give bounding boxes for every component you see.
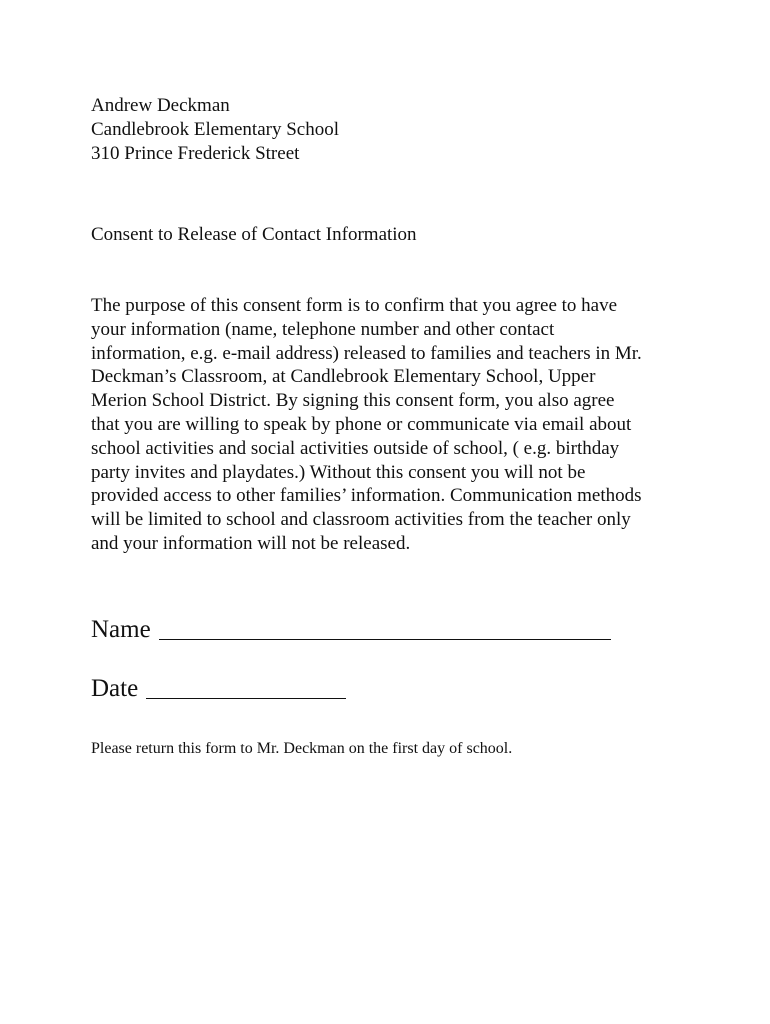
name-signature-line[interactable] xyxy=(159,617,611,640)
name-field-row xyxy=(91,614,611,645)
body-line: will be limited to school and classroom activities from the teacher only xyxy=(91,509,631,531)
body-line: that you are willing to speak by phone or communicate via email about xyxy=(91,413,632,435)
sender-street: 310 Prince Frederick Street xyxy=(91,143,300,164)
body-line: Deckman’s Classroom, at Candlebrook Elementary School, Upper xyxy=(91,366,596,388)
body-line: party invites and playdates.) Without this consent you will not be xyxy=(91,461,586,483)
return-instructions: Please return this form to Mr. Deckman on the first day of school. xyxy=(91,740,513,757)
body-line: The purpose of this consent form is to confirm that you agree to have xyxy=(91,295,618,316)
name-label: Name xyxy=(91,616,151,643)
body-line: information, e.g. e-mail address) released to families and teachers in Mr. xyxy=(91,342,642,364)
sender-school: Candlebrook Elementary School xyxy=(91,119,339,140)
date-label: Date xyxy=(91,675,139,702)
sender-address-block xyxy=(91,94,339,166)
sender-name: Andrew Deckman xyxy=(91,95,230,116)
body-line: provided access to other families’ information. Communication methods xyxy=(91,485,642,507)
body-line: Merion School District. By signing this consent form, you also agree xyxy=(91,390,615,412)
body-line: school activities and social activities outside of school, ( e.g. birthday xyxy=(91,437,620,459)
form-title: Consent to Release of Contact Information xyxy=(91,224,417,245)
date-signature-line[interactable] xyxy=(146,676,346,699)
consent-body xyxy=(91,294,691,556)
date-field-row xyxy=(91,673,346,704)
body-line: your information (name, telephone number and other contact xyxy=(91,318,555,340)
body-line: and your information will not be released. xyxy=(91,532,411,554)
